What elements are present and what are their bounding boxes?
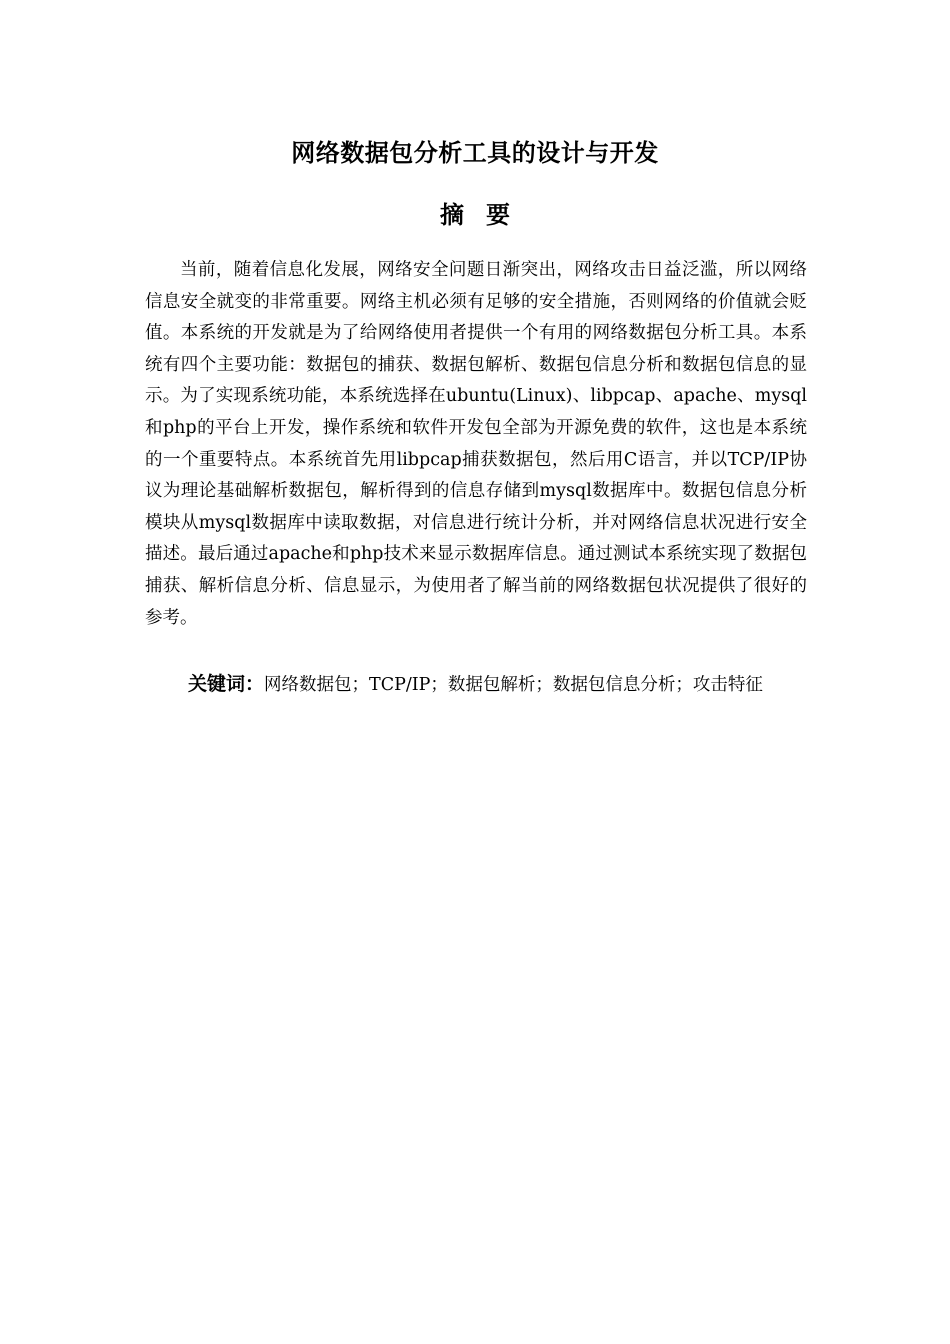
keywords-line: [188, 669, 828, 700]
document-title: 网络数据包分析工具的设计与开发: [291, 138, 659, 167]
abstract-body: 当前，随着信息化发展，网络安全问题日渐突出，网络攻击日益泛滥，所以网络信息安全就变的非常重要。网络主机必须有足够的安全措施，否则网络的价值就会贬值。本系统的开发就是为了给网络使用者提供一个有用的网络数据包分析工具。本系统有四个主要功能：数据包的捕获、数据包解析、数据包信息分析和数据包信息的显示。为了实现系统功能，本系统选择在ubuntu(Linux)、libpcap、apache、mysql和php的平台上开发，操作系统和软件开发包全部为开源免费的软件，这也是本系统的一个重要特点。本系统首先用libpcap捕获数据包，然后用C语言，并以TCP/IP协议为理论基础解析数据包，解析得到的信息存储到mysql数据库中。数据包信息分析模块从mysql数据库中读取数据，对信息进行统计分析，并对网络信息状况进行安全描述。最后通过apache和php技术来显示数据库信息。通过测试本系统实现了数据包捕获、解析信息分析、信息显示，为使用者了解当前的网络数据包状况提供了很好的参考。: [145, 260, 807, 628]
keywords-text: 网络数据包；TCP/IP；数据包解析；数据包信息分析；攻击特征: [264, 675, 763, 695]
keywords-label: 关键词：: [188, 673, 265, 695]
abstract-heading: 摘要: [440, 200, 532, 229]
